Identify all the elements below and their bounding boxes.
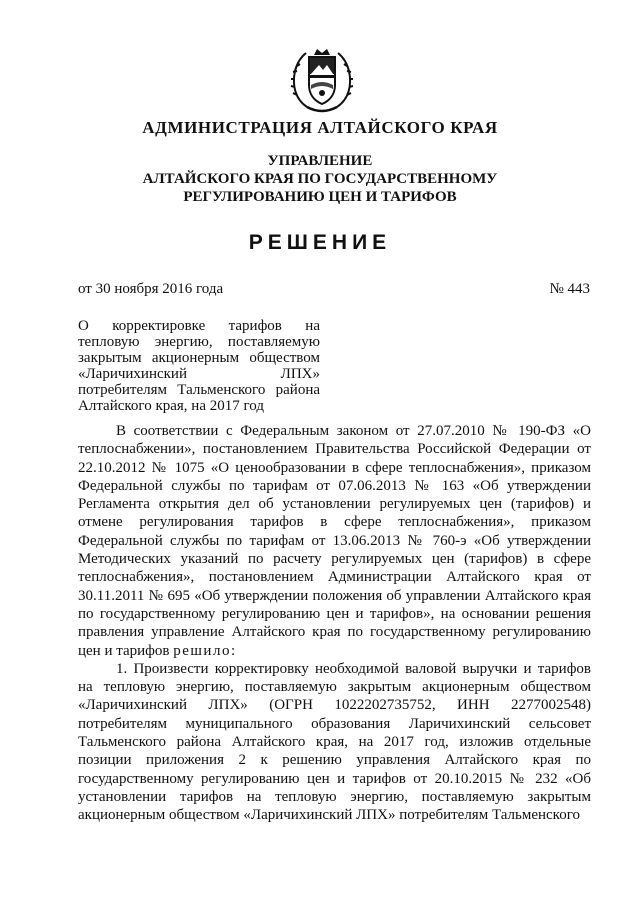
document-subject: О корректировке тарифов на тепловую энергию, поставляемую закрытым акционерным обществом «Ларичихинский ЛПХ» потребителям Тальменского района Алтайского края, на 2017 год — [78, 318, 320, 414]
document-body — [78, 422, 591, 825]
department-name-line: РЕГУЛИРОВАНИЮ ЦЕН И ТАРИФОВ — [183, 189, 457, 205]
preamble-text: В соответствии с Федеральным законом от 27.07.2010 № 190-ФЗ «О теплоснабжении», постановлением Правительства Российской Федерации от 22.10.2012 № 1075 «О ценообразовании в сфере теплоснабжения», приказом Федеральной службы по тарифам от 07.06.2013 № 163 «Об утверждении Регламента открытия дел об установлении регулируемых цен (тарифов) и отмене регулирования тарифов в сфере теплоснабжения», приказом Федеральной службы по тарифам от 13.06.2013 № 760-э «Об утверждении Методических указаний по расчету регулируемых цен (тарифов) в сфере теплоснабжения», постановлением Администрации Алтайского края от 30.11.2011 № 695 «Об утверждении положения об управлении Алтайского края по государственному регулированию цен и тарифов», на основании решения правления управление Алтайского края по государственному регулированию цен и тарифов — [78, 423, 591, 659]
department-name — [0, 152, 640, 206]
body-paragraph — [78, 422, 591, 660]
body-paragraph: 1. Произвести корректировку необходимой валовой выручки и тарифов на тепловую энергию, поставляемую закрытым акционерным обществом «Ларичихинский ЛПХ» (ОГРН 1022202735752, ИНН 2277002548) потребителям муниципального образования Ларичихинский сельсовет Тальменского района Алтайского края, на 2017 год, изложив отдельные позиции приложения 2 к решению управления Алтайского края по государственному регулированию цен и тарифов от 20.10.2015 № 232 «Об установлении тарифов на тепловую энергию, поставляемую закрытым акционерным обществом «Ларичихинский ЛПХ» потребителям Тальменского — [78, 660, 591, 824]
department-name-line: УПРАВЛЕНИЕ — [267, 153, 373, 169]
administration-title: АДМИНИСТРАЦИЯ АЛТАЙСКОГО КРАЯ — [142, 118, 498, 137]
department-name-line: АЛТАЙСКОГО КРАЯ ПО ГОСУДАРСТВЕННОМУ — [142, 171, 498, 187]
document-date: от 30 ноября 2016 года — [78, 281, 224, 297]
coat-of-arms-emblem — [289, 45, 355, 115]
document-type-title: РЕШЕНИЕ — [248, 231, 392, 254]
document-number: № 443 — [549, 281, 590, 297]
resolution-verb: решило: — [173, 642, 237, 659]
